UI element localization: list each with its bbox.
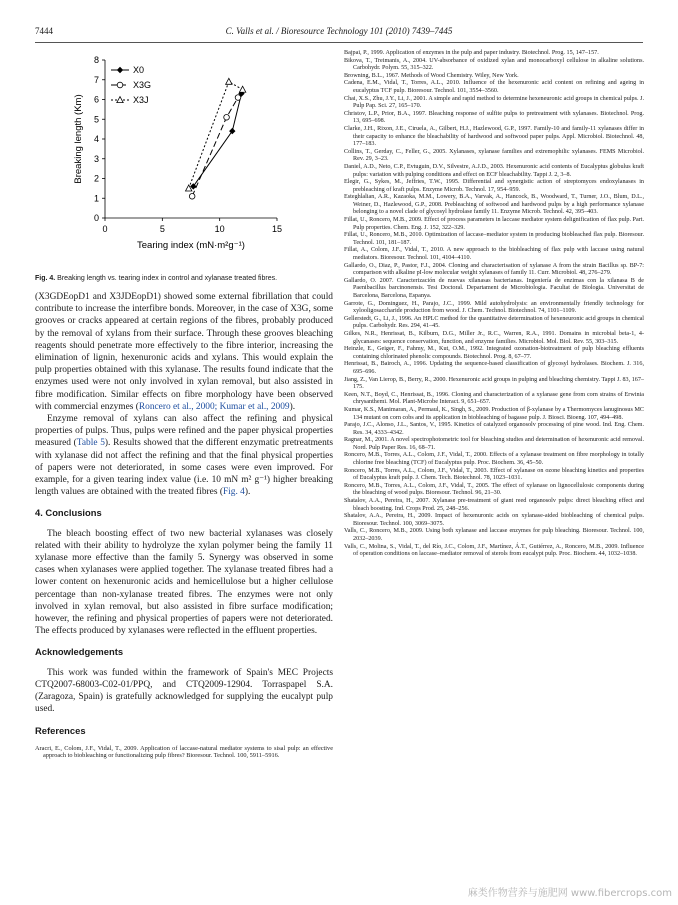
header-rule xyxy=(35,42,643,43)
x-tick-label: 15 xyxy=(271,224,283,234)
paragraph-acknowledgements: This work was funded within the framework of Spain's MEC Projects CTQ2007-68003-C02-01/PPQ, and CTQ2009-12904. Torraspapel S.A. (Zaragoza, Spain) is gratefully acknowledged for supplying the eucalypt pulp used. xyxy=(35,667,333,715)
table-link[interactable]: Table 5 xyxy=(76,438,105,449)
reference-item: Aracri, E., Colom, J.F., Vidal, T., 2009. Application of laccase-natural mediator systems to sisal pulp: an effective approach to biobleaching or functionalizing pulp fibres? Bioresour. Technol. 100, 5911–5916. xyxy=(35,744,333,760)
reference-item: Fillat, U., Roncero, M.B., 2010. Optimization of laccase–mediator system in producing biobleached flax pulp. Bioresour. Technol. 101, 181–187. xyxy=(344,232,644,246)
section-heading-acknowledgements: Acknowledgements xyxy=(35,646,124,658)
page-number: 7444 xyxy=(35,26,53,36)
x-tick-label: 5 xyxy=(159,224,165,234)
figure-link[interactable]: Fig. 4 xyxy=(222,487,245,498)
legend-label: X3G xyxy=(133,80,152,90)
running-header xyxy=(35,26,643,40)
reference-item: Shatalov, A.A., Pereira, H., 2007. Xylanase pre-treatment of giant reed organosolv pulps: direct bleaching effect and bleach boosting. Ind. Crops Prod. 25, 248–256. xyxy=(344,498,644,512)
paragraph-1 xyxy=(35,291,333,413)
reference-item: Christov, L.P., Prior, B.A., 1997. Bleaching response of sulfite pulps to pretreatment with xylanases. Biotechnol. Prog. 13, 695–698. xyxy=(344,110,644,125)
data-point xyxy=(226,78,232,84)
reference-item: Shatalov, A.A., Pereira, H., 2009. Impact of hexenuronic acids on xylanase-aided biobleaching of chemical pulps. Bioresour. Technol. 100, 3069–3075. xyxy=(344,513,644,527)
reference-item: Clarke, J.H., Rixon, J.E., Ciruela, A., Gilbert, H.J., Hazlewood, G.P., 1997. Family-10 and family-11 xylanases differ in their capacity to enhance the bleachability of hardwood and softwood paper pulps. Appl. Microbiol. Biotechnol. 48, 177–183. xyxy=(344,125,644,148)
x-tick-label: 0 xyxy=(102,224,108,234)
reference-item: Valls, C., Molina, S., Vidal, T., del Río, J.C., Colom, J.F., Martínez, Á.T., Gutiérrez, A., Roncero, M.B., 2009. Influence of operation conditions on laccase–mediator removal of sterols from eucalypt pulp. Proc. Biochem. 44, 1032–1038. xyxy=(344,543,644,558)
reference-item: Gallardo, O. 2007. Caracterización de nuevas xilanasas bacterianas. Ingeniería de enzimas con la xilanasa B de Paenibacillus barcinonensis. Tesi Doctoral. Departament de Microbiologia. Facultat de Biologia. Universitat de Barcelona, Barcelona, Espanya. xyxy=(344,277,644,299)
reference-item: Henrissat, B., Bairoch, A., 1996. Updating the sequence-based classification of glycosyl hydrolases. Biochem. J. 316, 695–696. xyxy=(344,361,644,375)
text-run: ). xyxy=(244,487,251,498)
data-point xyxy=(229,128,235,134)
reference-item: Daniel, A.D., Neto, C.P., Evtuguin, D.V., Silvestre, A.J.D., 2003. Hexenuronic acid contents of Eucalyptus globulus kraft pulps: variation with pulping conditions and effect on ECF bleachability. Tappi J. 2, 3–8. xyxy=(344,163,644,178)
x-axis-label: Tearing index (mN·m²g⁻¹) xyxy=(137,240,245,251)
breaking-length-chart xyxy=(35,50,333,255)
y-tick-label: 6 xyxy=(93,94,99,105)
reference-item: Ragnar, M., 2001. A novel spectrophotometric tool for bleaching studies and determination of hexenuronic acid removal. Nord. Pulp Paper Res. 16, 68–71. xyxy=(344,437,644,451)
series-x0 xyxy=(190,90,245,189)
references-list xyxy=(344,50,644,559)
text-run: ). Results showed that the different enzymatic pretreatments with xylanase did not affect the refining and that the final physical properties of papers were not deteriorated, in some cases were even improved. For example, for a given tearing index value (i.e. 10 mN m² g⁻¹) higher breaking length values are obtained with the treated fibres ( xyxy=(35,438,334,498)
reference-item: Parajo, J.C., Alonso, J.L., Santos, V., 1995. Kinetics of catalyzed organosolv processing of pine wood. Ind. Eng. Chem. Res. 34, 4333–4342. xyxy=(344,422,644,436)
reference-item: Jiang, Z., Van Lierop, B., Berry, R., 2000. Hexenuronic acid groups in pulping and bleaching chemistry. Tappi J. 83, 167–175. xyxy=(344,376,644,391)
reference-item: Esteghlalian, A.R., Kazaoka, M.M., Lowery, B.A., Varvak, A., Hancock, B., Woodward, T., Turner, J.O., Blum, D.L., Weiner, D., Hazlewood, G.P., 2008. Prebleaching of softwood and hardwood pulps by a high performance xylanase belonging to a novel clade of glycosyl hydrolase family 11. Enzyme Microb. Technol. 42, 395–403. xyxy=(344,194,644,216)
y-tick-label: 5 xyxy=(93,114,99,125)
caption-text: Breaking length vs. tearing index in control and xylanase treated fibres. xyxy=(55,275,278,282)
caption-label: Fig. 4. xyxy=(35,275,56,282)
reference-item: Cadena, E.M., Vidal, T., Torres, A.L., 2010. Influence of the hexenuronic acid content on refining and ageing in eucalyptus TCF pulp. Bioresour. Technol. 101, 3554–3560. xyxy=(344,80,644,94)
text-run: ). xyxy=(289,401,296,412)
reference-item: Bajpai, P., 1999. Application of enzymes in the pulp and paper industry. Biotechnol. Prog. 15, 147–157. xyxy=(344,50,599,56)
legend-marker xyxy=(117,82,123,88)
reference-item: Kumar, K.S., Manimaran, A., Permaul, K., Singh, S., 2009. Production of β-xylanase by a Thermomyces lanuginosus MC 134 mutant on corn cobs and its application in biobleaching of bagasse pulp. J. Biosci. Bioeng. 107, 494–498. xyxy=(344,406,644,421)
reference-item: Gallardo, O., Diaz, P., Pastor, F.J., 2004. Cloning and characterisation of xylanase A from the strain Bacillus sp. BP-7: comparison with alkaline pI-low molecular weight xylanases of family 11. Curr. Microbiol. 48, 276–279. xyxy=(344,262,644,277)
running-title: C. Valls et al. / Bioresource Technology 101 (2010) 7439–7445 xyxy=(225,26,453,36)
legend-label: X3J xyxy=(133,95,149,105)
reference-item: Chai, X.S., Zhu, J.Y., Li, J., 2001. A simple and rapid method to determine hexeneuronic acid groups in chemical pulps. J. Pulp Pap. Sci. 27, 165–170. xyxy=(344,95,644,110)
data-point xyxy=(224,114,230,120)
reference-item: Heinzle, E., Geiger, F., Fahmy, M., Kut, O.M., 1992. Integrated ozonation-biotreatment of pulp bleaching effluents containing chlorinated phenolic compounds. Biotechnol. Prog. 8, 67–77. xyxy=(344,346,644,360)
series-x3g xyxy=(189,95,240,199)
reference-item: Elegir, G., Sykes, M., Jeffries, T.W., 1995. Differential and synergistic action of streptomyces endoxylanases in prebleaching of kraft pulps. Enzyme Microb. Technol. 17, 954–959. xyxy=(344,179,644,193)
reference-item: Valls, C., Roncero, M.B., 2009. Using both xylanase and laccase enzymes for pulp bleaching. Bioresour. Technol. 100, 2032–2039. xyxy=(344,528,644,542)
reference-item: Gilkes, N.R., Henrissat, B., Kilburn, D.G., Miller Jr., R.C., Warren, R.A., 1991. Domains in microbial beta-1, 4-glycanases: sequence conservation, function, and enzyme families. Microbiol. Mol. Biol. Rev. 55, 303–315. xyxy=(344,330,644,345)
data-point xyxy=(235,95,241,101)
y-axis-label: Breaking length (Km) xyxy=(73,94,84,184)
left-column xyxy=(35,50,333,760)
y-tick-label: 3 xyxy=(93,153,99,164)
reference-item: Garrote, G., Dominguez, H., Parajo, J.C., 1999. Mild autohydrolysis: an environmentally friendly technology for xylooligosaccharide production from wood. J. Chem. Technol. Biotechnol. 74, 1101–1109. xyxy=(344,300,644,315)
reference-item: Gellerstedt, G., Li, J., 1996. An HPLC method for the quantitative determination of hexeneuronic acid groups in chemical pulps. Carbohydr. Res. 294, 41–45. xyxy=(344,315,644,330)
series-line xyxy=(192,98,238,197)
legend-marker xyxy=(117,97,123,103)
reference-item: Browning, B.L., 1967. Methods of Wood Chemistry. Wiley, New York. xyxy=(344,72,519,79)
citation-link[interactable]: Roncero et al., 2000; Kumar et al., 2009 xyxy=(138,401,290,412)
legend-label: X0 xyxy=(133,65,145,75)
y-tick-label: 2 xyxy=(93,173,99,184)
data-point xyxy=(189,193,195,199)
y-tick-label: 8 xyxy=(93,55,99,65)
paragraph-2 xyxy=(35,413,333,498)
y-tick-label: 7 xyxy=(93,74,99,85)
figure-caption xyxy=(35,274,333,283)
reference-item: Bikova, T., Treimanis, A., 2004. UV-absorbance of oxidized xylan and monocarboxyl cellulose in alkaline solutions. Carbohydr. Polym. 55, 315–322. xyxy=(344,57,644,72)
y-tick-label: 1 xyxy=(93,193,99,204)
text-run: (X3GDEopD1 and X3JDEopD1) showed some external fibrillation that could contribute to increase the interfibre bonds. Moreover, in the case of X3G, some grooves or cracks appeared at certain regions of the fibres, probably produced by the removal of xylans from their surface. Through these grooves bleaching reagents should penetrate more effectively to the fibre interior, increasing the elimination of lignin, hexenuronic acids and xylans. This would explain the pulp properties obtained with this xylanase. The results found indicate that the enzymes used were not only involved in xylan removal, but also assisted in fibre modification. Similar effects on fibre morphology have been observed with commercial enzymes ( xyxy=(35,292,333,412)
data-point xyxy=(239,86,245,92)
x-tick-label: 10 xyxy=(214,224,225,234)
text-run: Enzyme removal of xylans can also affect the refining and physical properties of pulps. Thus, pulps were refined and the paper physical properties measured ( xyxy=(35,414,333,449)
series-line xyxy=(189,82,243,189)
reference-item: Roncero, M.B., Torres, A.L., Colom, J.F., Vidal, T., 2003. Effect of xylanase on ozone bleaching kinetics and properties of Eucalyptus kraft pulp. J. Chem. Tech. Biotechnol. 78, 1023–1031. xyxy=(344,467,644,482)
reference-item: Roncero, M.B., Torres, A.L., Colom, J.F., Vidal, T., 2005. The effect of xylanase on lignocellulosic components during the bleaching of wood pulps. Bioresour. Technol. 96, 21–30. xyxy=(344,482,644,497)
series-line xyxy=(193,94,241,187)
watermark: 麻类作物营养与施肥网 www.fibercrops.com xyxy=(467,888,672,899)
legend-marker xyxy=(117,67,123,73)
y-tick-label: 0 xyxy=(93,213,99,223)
section-heading-conclusions: 4. Conclusions xyxy=(35,507,102,519)
figure-4 xyxy=(35,50,333,270)
reference-item: Collins, T., Gerday, C., Feller, G., 2005. Xylanases, xylanase families and extremophilic xylanases. FEMS Microbiol. Rev. 29, 3–23. xyxy=(344,148,644,163)
paragraph-conclusions: The bleach boosting effect of two new bacterial xylanases was closely related with their ability to hydrolyze the xylan polymer being the family 11 xylanase more effective than the family 5. Synergy was observed in some cases when xylanases were applied together. The xylanase treated fibres had a lower content on hexenuronic acids and hemicellulose but a higher cellulose percentage than non-xylanase treated fibres. The enzymes were not only involved in xylan removal, but also assisted in fibre surface modification; however, the refining and physical properties of papers were not deteriorated. The effects produced by xylanases were reflected in the effluent properties. xyxy=(35,528,333,637)
y-tick-label: 4 xyxy=(93,134,99,144)
reference-item: Keen, N.T., Boyd, C., Henrissat, B., 1996. Cloning and characterization of a xylanase gene from corn strains of Erwinia chrysanthemi. Mol. Plant-Microbe Interact. 9, 651–657. xyxy=(344,391,644,406)
reference-item: Fillat, A., Colom, J.F., Vidal, T., 2010. A new approach to the biobleaching of flax pulp with laccase using natural mediators. Bioresour. Technol. 101, 4104–4110. xyxy=(344,247,644,262)
section-heading-references: References xyxy=(35,724,86,736)
reference-item: Fillat, U., Roncero, M.B., 2009. Effect of process parameters in laccase mediator system delignification of flax pulp. Part. Pulp properties. Chem. Eng. J. 152, 322–329. xyxy=(344,217,644,231)
reference-item: Roncero, M.B., Torres, A.L., Colom, J.F., Vidal, T., 2000. Effects of a xylanase treatment on fibre morphology in totally chlorine free bleaching (TCF) of Eucalyptus pulp. Proc. Biochem. 36, 45–50. xyxy=(344,452,644,467)
